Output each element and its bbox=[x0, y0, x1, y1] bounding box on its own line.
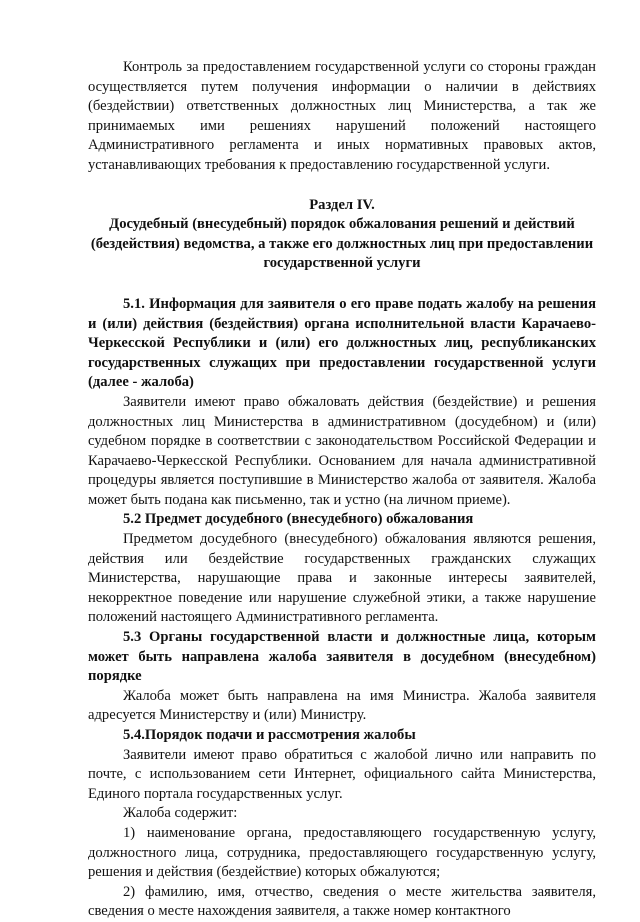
complaint-item-1: 1) наименование органа, предоставляющего государственную услугу, должностного лица, сотрудника, предоставляющего государственную услугу, решения и действия (бездействие) которых обжалуются; bbox=[88, 824, 596, 881]
control-paragraph: Контроль за предоставлением государственной услуги со стороны граждан осуществляется путем получения информации о наличии в действиях (бездействии) ответственных должностных лиц Министерства, а так же принимаемых ими решениях нарушений положений настоящего Административного регламента и иных нормативных правовых актов, устанавливающих требования к предоставлению государственной услуги. bbox=[88, 59, 596, 173]
subsection-text-5-3: Жалоба может быть направлена на имя Министра. Жалоба заявителя адресуется Министерству и (или) Министру. bbox=[88, 687, 596, 724]
subsection-heading-5-3: 5.3 Органы государственной власти и должностные лица, которым может быть направлена жалоба заявителя в досудебном (внесудебном) порядке bbox=[88, 629, 596, 685]
document-page bbox=[88, 58, 596, 922]
complaint-item-2: 2) фамилию, имя, отчество, сведения о месте жительства заявителя, сведения о месте нахождения заявителя, а также номер контактного bbox=[88, 883, 596, 920]
complaint-contents-label: Жалоба содержит: bbox=[123, 805, 238, 822]
subsection-heading-5-4: 5.4.Порядок подачи и рассмотрения жалобы bbox=[123, 727, 416, 743]
subsection-text-5-1: Заявители имеют право обжаловать действия (бездействие) и решения должностных лиц Министерства в административном (досудебном) и (или) судебном порядке в соответствии с законодательством Российской Федерации и Карачаево-Черкесской Республики. Основанием для начала административной процедуры является поступившие в Министерство жалоба от заявителя. Жалоба может быть подана как письменно, так и устно (на личном приеме). bbox=[88, 393, 596, 508]
subsection-heading-5-1: 5.1. Информация для заявителя о его праве подать жалобу на решения и (или) действия (бездействия) органа исполнительной власти Карачаево-Черкесской Республики и (или) его должностных лиц, республиканских государственных служащих при предоставлении государственной услуги (далее - жалоба) bbox=[88, 295, 596, 391]
subsection-heading-5-2: 5.2 Предмет досудебного (внесудебного) обжалования bbox=[123, 511, 474, 528]
section-title: Раздел IV. bbox=[309, 196, 375, 213]
subsection-text-5-2: Предметом досудебного (внесудебного) обжалования являются решения, действия или бездействие государственных гражданских служащих Министерства, нарушающие права и законные интересы заявителей, некорректное поведение или нарушение служебной этики, а также нарушение положений настоящего Административного регламента. bbox=[88, 531, 596, 626]
section-subtitle: Досудебный (внесудебный) порядок обжалования решений и действий (бездействия) ведомства, а также его должностных лиц при предоставлении государственной услуги bbox=[90, 216, 594, 272]
subsection-text-5-4: Заявители имеют право обратиться с жалобой лично или направить по почте, с использованием сети Интернет, официального сайта Министерства, Единого портала государственных услуг. bbox=[88, 746, 596, 802]
